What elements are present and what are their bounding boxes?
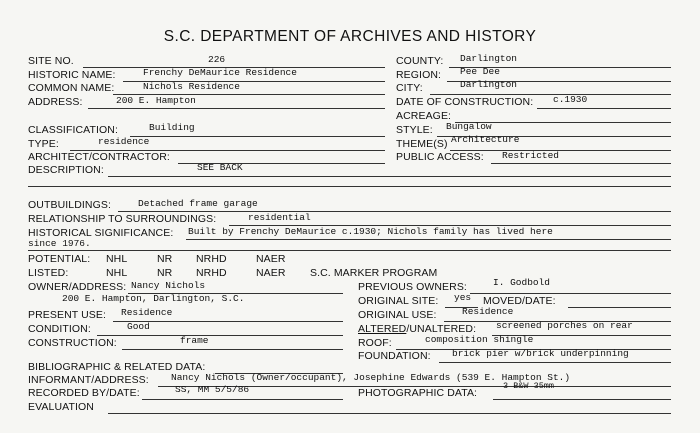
listed-nr: NR — [157, 267, 173, 279]
outbuildings-value: Detached frame garage — [138, 198, 258, 209]
altered-underlined-text: ALTERED — [358, 323, 407, 335]
style-label: STYLE: — [396, 124, 433, 136]
common-name-value: Nichols Residence — [143, 81, 240, 92]
present-use-label: PRESENT USE: — [28, 309, 107, 321]
previous-owners-line — [470, 293, 671, 294]
city-line — [430, 94, 671, 95]
region-value: Pee Dee — [460, 66, 500, 77]
original-site-label: ORIGINAL SITE: — [358, 295, 439, 307]
construction-line — [122, 349, 343, 350]
altered-label — [358, 324, 476, 335]
themes-label: THEME(S) — [396, 138, 448, 150]
date-of-construction-value: c.1930 — [553, 94, 588, 105]
potential-naer: NAER — [256, 253, 286, 265]
bibliographic-label: BIBLIOGRAPHIC & RELATED DATA: — [28, 361, 206, 373]
marker-program-label: S.C. MARKER PROGRAM — [310, 267, 438, 279]
acreage-label: ACREAGE: — [396, 110, 452, 122]
original-use-label: ORIGINAL USE: — [358, 309, 437, 321]
description-extra-line — [28, 186, 671, 187]
informant-value: Nancy Nichols (Owner/occupant), Josephine Edwards (539 E. Hampton St.) — [171, 372, 571, 383]
construction-value: frame — [180, 335, 209, 346]
construction-label: CONSTRUCTION: — [28, 337, 117, 349]
site-no-value: 226 — [208, 54, 226, 65]
photographic-line — [493, 399, 671, 400]
city-label: CITY: — [396, 82, 423, 94]
previous-owners-value: I. Godbold — [493, 277, 551, 288]
potential-nrhd: NRHD — [196, 253, 227, 265]
style-value: Bungalow — [446, 121, 492, 132]
common-name-label: COMMON NAME: — [28, 82, 115, 94]
listed-nhl: NHL — [106, 267, 128, 279]
page-title: S.C. DEPARTMENT OF ARCHIVES AND HISTORY — [163, 28, 537, 45]
foundation-value: brick pier w/brick underpinning — [452, 348, 629, 359]
historic-name-value: Frenchy DeMaurice Residence — [143, 67, 297, 78]
evaluation-label: EVALUATION — [28, 401, 94, 413]
classification-value: Building — [149, 122, 195, 133]
listed-nrhd: NRHD — [196, 267, 227, 279]
potential-label: POTENTIAL: — [28, 253, 91, 265]
owner-address-label: OWNER/ADDRESS: — [28, 281, 127, 293]
description-value: SEE BACK — [197, 162, 243, 173]
potential-nhl: NHL — [106, 253, 128, 265]
foundation-line — [439, 362, 671, 363]
roof-value: composition shingle — [425, 334, 534, 345]
architect-label: ARCHITECT/CONTRACTOR: — [28, 151, 170, 163]
historic-name-label: HISTORIC NAME: — [28, 69, 116, 81]
condition-line — [97, 335, 343, 336]
description-label: DESCRIPTION: — [28, 164, 104, 176]
outbuildings-line — [118, 211, 671, 212]
classification-line — [130, 136, 385, 137]
historical-significance-value-2: since 1976. — [28, 238, 91, 249]
historical-significance-line — [186, 239, 671, 240]
region-label: REGION: — [396, 69, 442, 81]
foundation-label: FOUNDATION: — [358, 350, 431, 362]
photographic-label: PHOTOGRAPHIC DATA: — [358, 387, 478, 399]
owner-name-value: Nancy Nichols — [131, 280, 206, 291]
description-line — [108, 176, 671, 177]
county-label: COUNTY: — [396, 55, 444, 67]
listed-label: LISTED: — [28, 267, 69, 279]
potential-nr: NR — [157, 253, 173, 265]
altered-value: screened porches on rear — [496, 320, 633, 331]
public-access-label: PUBLIC ACCESS: — [396, 151, 484, 163]
historical-significance-extra-line — [28, 250, 671, 251]
relationship-label: RELATIONSHIP TO SURROUNDINGS: — [28, 213, 217, 225]
city-value: Darlington — [460, 79, 518, 90]
address-value: 200 E. Hampton — [116, 95, 196, 106]
address-line — [88, 108, 385, 109]
previous-owners-label: PREVIOUS OWNERS: — [358, 281, 467, 293]
recorded-by-line — [142, 399, 343, 400]
informant-label: INFORMANT/ADDRESS: — [28, 374, 149, 386]
condition-label: CONDITION: — [28, 323, 91, 335]
recorded-by-value: SS, MM 5/5/86 — [175, 384, 250, 395]
address-label: ADDRESS: — [28, 96, 83, 108]
public-access-line — [491, 163, 671, 164]
site-no-label: SITE NO. — [28, 55, 74, 67]
owner-address-value: 200 E. Hampton, Darlington, S.C. — [62, 293, 245, 304]
type-value: residence — [98, 136, 150, 147]
outbuildings-label: OUTBUILDINGS: — [28, 199, 111, 211]
photographic-value: 3 B&W 35mm — [503, 381, 555, 391]
roof-label: ROOF: — [358, 337, 392, 349]
date-of-construction-label: DATE OF CONSTRUCTION: — [396, 96, 534, 108]
original-site-value: yes — [454, 292, 472, 303]
condition-value: Good — [127, 321, 150, 332]
date-of-construction-line — [537, 108, 671, 109]
relationship-value: residential — [248, 212, 311, 223]
present-use-value: Residence — [121, 307, 173, 318]
historical-significance-label: HISTORICAL SIGNIFICANCE: — [28, 227, 174, 239]
evaluation-line — [108, 413, 671, 414]
county-value: Darlington — [460, 53, 518, 64]
recorded-by-label: RECORDED BY/DATE: — [28, 387, 140, 399]
type-label: TYPE: — [28, 138, 59, 150]
unaltered-text: /UNALTERED: — [406, 323, 477, 335]
historical-significance-value-1: Built by Frenchy DeMaurice c.1930; Nichols family has lived here — [188, 226, 553, 237]
original-use-value: Residence — [462, 306, 514, 317]
moved-date-label: MOVED/DATE: — [483, 295, 556, 307]
public-access-value: Restricted — [502, 150, 560, 161]
themes-value: Architecture — [451, 134, 520, 145]
listed-naer: NAER — [256, 267, 286, 279]
classification-label: CLASSIFICATION: — [28, 124, 118, 136]
moved-date-line — [568, 307, 671, 308]
